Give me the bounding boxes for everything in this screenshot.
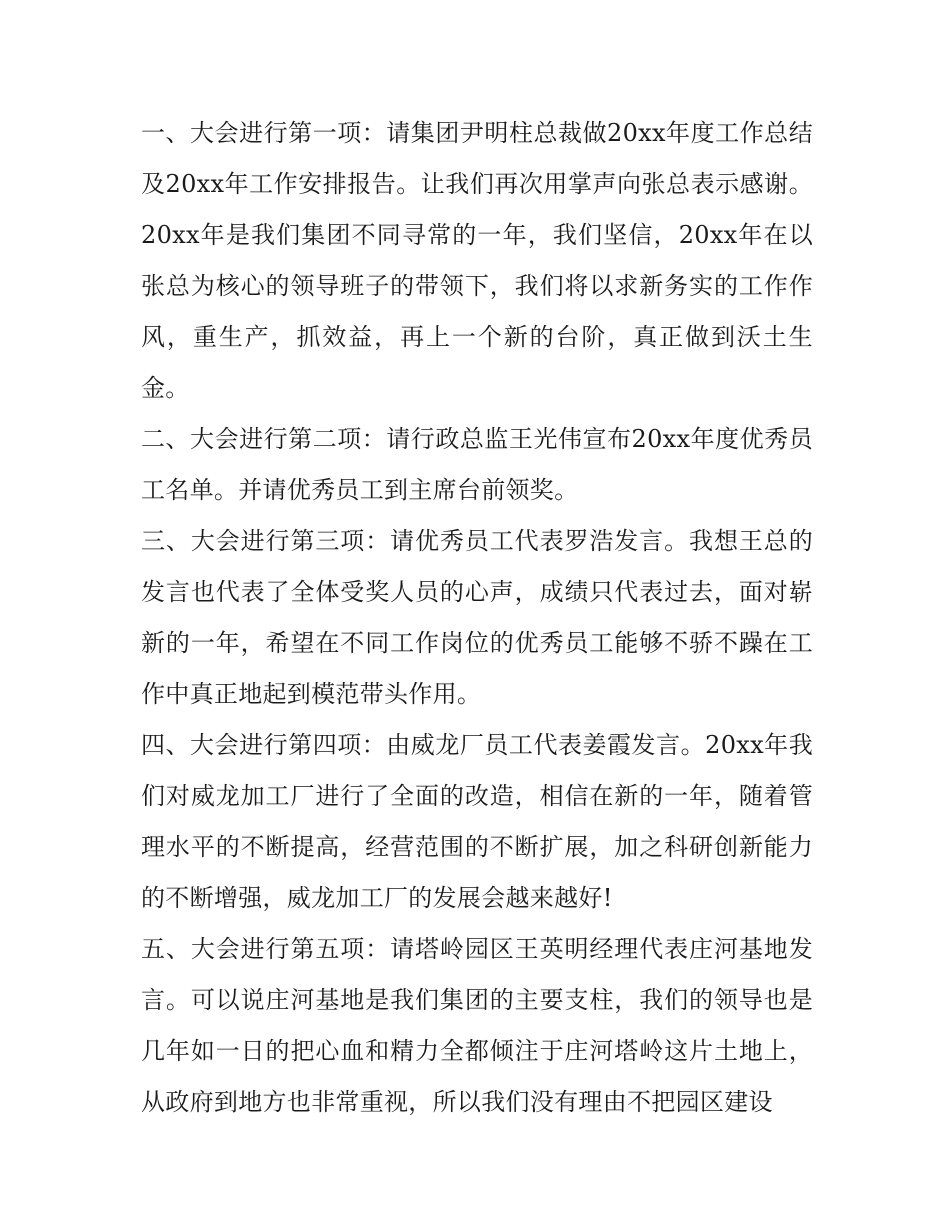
paragraph-item-1: 一、大会进行第一项：请集团尹明柱总裁做20xx年度工作总结及20xx年工作安排报告。让我们再次用掌声向张总表示感谢。20xx年是我们集团不同寻常的一年，我们坚信，20xx年在以张总为核心的领导班子的带领下，我们将以求新务实的工作作风，重生产，抓效益，再上一个新的台阶，真正做到沃土生金。 — [141, 119, 813, 402]
paragraph-item-3: 三、大会进行第三项：请优秀员工代表罗浩发言。我想王总的发言也代表了全体受奖人员的心声，成绩只代表过去，面对崭新的一年，希望在不同工作岗位的优秀员工能够不骄不躁在工作中真正地起到模范带头作用。 — [141, 527, 813, 708]
document-body — [141, 108, 813, 1128]
paragraph-item-4: 四、大会进行第四项：由威龙厂员工代表姜霞发言。20xx年我们对威龙加工厂进行了全面的改造，相信在新的一年，随着管理水平的不断提高，经营范围的不断扩展，加之科研创新能力的不断增强，威龙加工厂的发展会越来越好! — [141, 731, 813, 912]
paragraph-item-2: 二、大会进行第二项：请行政总监王光伟宣布20xx年度优秀员工名单。并请优秀员工到主席台前领奖。 — [141, 425, 813, 504]
paragraph-item-5: 五、大会进行第五项：请塔岭园区王英明经理代表庄河基地发言。可以说庄河基地是我们集团的主要支柱，我们的领导也是几年如一日的把心血和精力全都倾注于庄河塔岭这片土地上，从政府到地方也非常重视，所以我们没有理由不把园区建设 — [141, 935, 813, 1116]
